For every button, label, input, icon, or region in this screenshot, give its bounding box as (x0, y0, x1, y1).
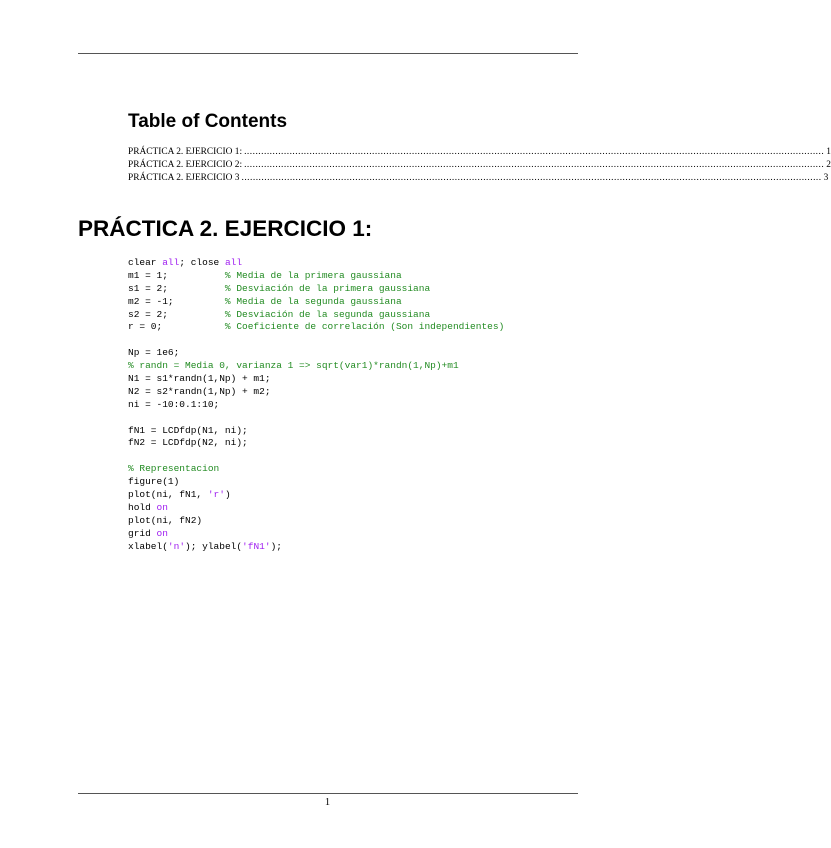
code-text: plot(ni, fN2) (128, 514, 203, 526)
code-text: ); ylabel( (185, 540, 243, 552)
code-text: plot(ni, fN1, (128, 489, 208, 501)
code-text: m2 = -1; (128, 295, 225, 307)
code-keyword: all (162, 257, 180, 268)
toc-entry-page: 1 (826, 147, 831, 157)
code-line (128, 296, 504, 309)
code-line (128, 399, 504, 412)
code-line (128, 257, 504, 270)
code-text: figure(1) (128, 476, 180, 488)
toc-leader-dots: ............................................................................................................................................................................................................ (241, 173, 822, 183)
toc-entry-page: 3 (823, 173, 829, 183)
code-text: N1 = s1*randn(1,Np) + m1; (128, 373, 271, 385)
code-line (128, 360, 504, 373)
toc-entry[interactable] (128, 159, 831, 172)
code-line (128, 412, 504, 425)
code-keyword: 'n' (167, 540, 186, 552)
code-comment: % Coeficiente de correlación (Son independientes) (224, 321, 505, 333)
code-text: Np = 1e6; (128, 347, 180, 359)
toc-entry-page: 2 (826, 160, 831, 170)
toc-entry[interactable] (128, 172, 829, 185)
code-comment: % Media de la segunda gaussiana (224, 295, 402, 307)
code-keyword: 'fN1' (242, 540, 271, 552)
code-line (128, 321, 504, 334)
code-text: N2 = s2*randn(1,Np) + m2; (128, 385, 271, 397)
footer-rule (78, 793, 578, 794)
code-line (128, 334, 504, 347)
code-line (128, 437, 504, 450)
toc-leader-dots: ............................................................................................................................................................................................................ (244, 147, 825, 157)
code-line (128, 283, 504, 296)
code-block (128, 257, 504, 553)
toc-entry-label: PRÁCTICA 2. EJERCICIO 2: (128, 160, 243, 170)
code-line (128, 309, 504, 322)
toc-leader-dots: ............................................................................................................................................................................................................ (244, 160, 825, 170)
code-line (128, 425, 504, 438)
code-comment: % Desviación de la primera gaussiana (224, 282, 431, 294)
code-text: fN1 = LCDfdp(N1, ni); (128, 424, 248, 436)
code-text: clear (128, 257, 163, 268)
toc-entry[interactable] (128, 146, 831, 159)
code-line (128, 528, 504, 541)
code-text: grid (128, 527, 157, 539)
code-text: hold (128, 501, 157, 513)
code-text: s2 = 2; (128, 308, 225, 320)
page-number: 1 (324, 797, 331, 808)
code-text: ) (224, 489, 231, 501)
code-text: s1 = 2; (128, 282, 225, 294)
code-line (128, 541, 504, 554)
code-comment: % Media de la primera gaussiana (224, 269, 402, 281)
code-line (128, 347, 504, 360)
table-of-contents (128, 146, 831, 185)
code-text: ni = -10:0.1:10; (128, 398, 220, 410)
code-keyword: 'r' (207, 489, 225, 501)
toc-entry-label: PRÁCTICA 2. EJERCICIO 3 (128, 173, 240, 183)
code-line (128, 502, 504, 515)
code-line (128, 515, 504, 528)
toc-entry-label: PRÁCTICA 2. EJERCICIO 1: (128, 147, 243, 157)
section-title: PRÁCTICA 2. EJERCICIO 1: (78, 216, 373, 241)
header-rule (78, 53, 578, 54)
code-comment: % randn = Media 0, varianza 1 => sqrt(var1)*randn(1,Np)+m1 (128, 360, 459, 372)
toc-title: Table of Contents (128, 111, 288, 132)
code-keyword: on (156, 501, 168, 513)
code-keyword: on (156, 527, 168, 539)
code-line (128, 489, 504, 502)
code-line (128, 463, 504, 476)
code-text: m1 = 1; (128, 269, 225, 281)
code-text: ; close (179, 257, 225, 268)
code-comment: % Representacion (128, 463, 220, 475)
code-line (128, 373, 504, 386)
code-line (128, 476, 504, 489)
code-line (128, 386, 504, 399)
code-text: xlabel( (128, 540, 168, 552)
code-text: ); (270, 540, 282, 552)
code-text: r = 0; (128, 321, 225, 333)
code-line (128, 450, 504, 463)
code-keyword: all (224, 257, 243, 268)
code-text: fN2 = LCDfdp(N2, ni); (128, 437, 248, 449)
code-line (128, 270, 504, 283)
code-comment: % Desviación de la segunda gaussiana (224, 308, 431, 320)
